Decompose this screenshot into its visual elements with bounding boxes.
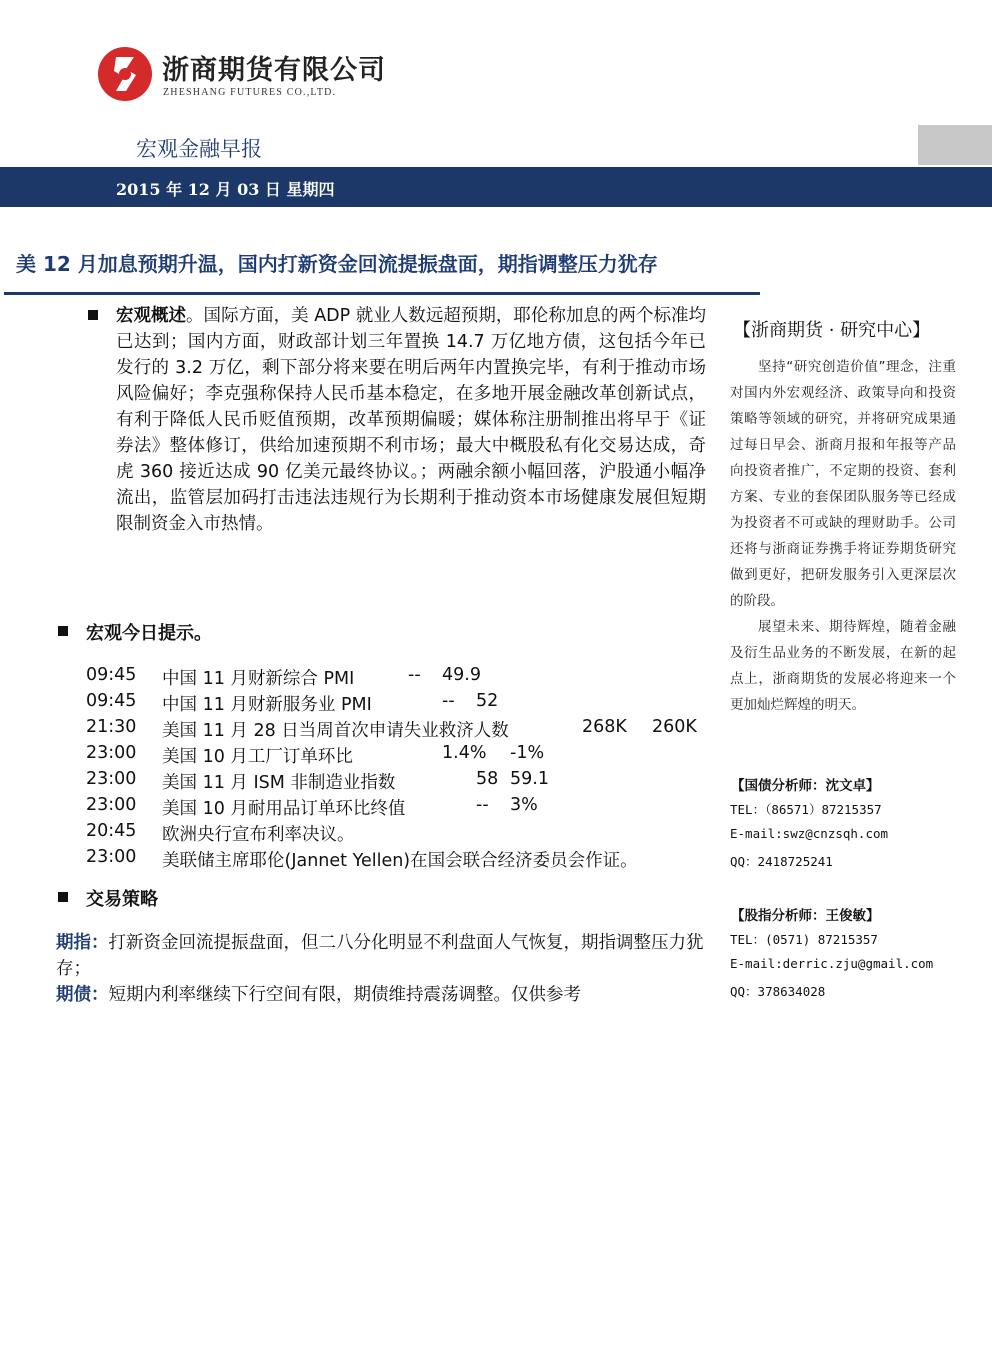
strategy-item bbox=[56, 930, 706, 982]
calendar-time: 09:45 bbox=[86, 665, 137, 685]
calendar-time: 23:00 bbox=[86, 795, 137, 815]
calendar-prev: 58 bbox=[476, 769, 499, 789]
calendar-forecast: -1% bbox=[510, 743, 545, 763]
analyst-email: E-mail:derric.zju@gmail.com bbox=[730, 956, 934, 971]
report-date: 2015 年 12 月 03 日 星期四 bbox=[116, 180, 335, 199]
headline: 美 12 月加息预期升温，国内打新资金回流提振盘面，期指调整压力犹存 bbox=[16, 252, 658, 276]
overview-text: 。国际方面，美 ADP 就业人数远超预期，耶伦称加息的两个标准均已达到；国内方面，财政部计划三年置换 14.7 万亿地方债，这包括今年已发行的 3.2 万亿，剩下部分将来要在明后两年内置换完毕，有利于推动市场风险偏好；李克强称保持人民币基本稳定，在多地开展金融改革创新试点，有利于降低人民币贬值预期，改革预期偏暖；媒体称注册制推出将早于《证券法》整体修订，供给加速预期不利市场；最大中概股私有化交易达成，奇虎 360 接近达成 90 亿美元最终协议。；两融余额小幅回落，沪股通小幅净流出，监管层加码打击违法违规行为长期利于推动资本市场健康发展但短期限制资金入市热情。 bbox=[116, 306, 706, 534]
calendar-event: 美国 11 月 28 日当周首次申请失业救济人数 bbox=[162, 721, 509, 741]
bullet-square bbox=[58, 892, 68, 902]
strategy-heading: 交易策略 bbox=[86, 889, 158, 910]
calendar-event: 美联储主席耶伦(Jannet Yellen)在国会联合经济委员会作证。 bbox=[162, 851, 638, 871]
company-name-en: ZHESHANG FUTURES CO.,LTD. bbox=[163, 87, 337, 98]
company-name-cn: 浙商期货有限公司 bbox=[162, 55, 386, 86]
headline-rule bbox=[4, 292, 760, 295]
calendar-event: 中国 11 月财新综合 PMI bbox=[162, 669, 355, 689]
calendar-forecast: 52 bbox=[476, 691, 499, 711]
calendar-forecast: 260K bbox=[652, 717, 697, 737]
bullet-square bbox=[58, 626, 68, 636]
calendar-time: 23:00 bbox=[86, 847, 137, 867]
calendar-forecast: 3% bbox=[510, 795, 538, 815]
strategy-label: 期指： bbox=[56, 933, 109, 953]
calendar-time: 20:45 bbox=[86, 821, 137, 841]
calendar-event: 欧洲央行宣布利率决议。 bbox=[162, 825, 355, 845]
company-logo bbox=[96, 45, 154, 103]
calendar-time: 23:00 bbox=[86, 769, 137, 789]
report-title: 宏观金融早报 bbox=[136, 137, 262, 161]
research-intro: 坚持“研究创造价值”理念，注重对国内外宏观经济、政策导向和投资策略等领域的研究，并将研究成果通过每日早会、浙商月报和年报等产品向投资者推广，不定期的投资、套利方案、专业的套保团队服务等已经成为投资者不可或缺的理财助手。公司还将与浙商证券携手将证券期货研究做到更好，把研发服务引入更深层次的阶段。 bbox=[730, 359, 956, 609]
calendar-forecast: 59.1 bbox=[510, 769, 549, 789]
calendar-time: 21:30 bbox=[86, 717, 137, 737]
analyst-title: 【股指分析师：王俊敏】 bbox=[731, 908, 880, 924]
analyst-qq: QQ：378634028 bbox=[730, 984, 826, 999]
bullet-square bbox=[88, 310, 98, 320]
header-grey-block bbox=[918, 125, 992, 165]
research-center-title: 【浙商期货 · 研究中心】 bbox=[733, 320, 931, 341]
research-outlook: 展望未来、期待辉煌，随着金融及衍生品业务的不断发展，在新的起点上，浙商期货的发展必将迎来一个更加灿烂辉煌的明天。 bbox=[730, 619, 956, 713]
calendar-prev: -- bbox=[476, 795, 489, 815]
calendar-event: 美国 10 月工厂订单环比 bbox=[162, 747, 353, 767]
overview-label: 宏观概述 bbox=[116, 306, 187, 326]
calendar-time: 09:45 bbox=[86, 691, 137, 711]
strategy-item bbox=[56, 982, 706, 1008]
strategy-text: 短期内利率继续下行空间有限，期债维持震荡调整。仅供参考 bbox=[108, 985, 581, 1005]
strategy-label: 期债： bbox=[56, 985, 109, 1005]
calendar-event: 中国 11 月财新服务业 PMI bbox=[162, 695, 372, 715]
analyst-qq: QQ：2418725241 bbox=[730, 854, 833, 869]
calendar-prev: -- bbox=[408, 665, 421, 685]
analyst-email: E-mail:swz@cnzsqh.com bbox=[730, 826, 889, 841]
calendar-heading: 宏观今日提示。 bbox=[86, 623, 212, 644]
calendar-event: 美国 11 月 ISM 非制造业指数 bbox=[162, 773, 396, 793]
analyst-title: 【国债分析师：沈文卓】 bbox=[731, 778, 880, 794]
calendar-time: 23:00 bbox=[86, 743, 137, 763]
strategy-text: 打新资金回流提振盘面，但二八分化明显不利盘面人气恢复，期指调整压力犹存； bbox=[56, 933, 704, 979]
analyst-phone: TEL：(0571) 87215357 bbox=[730, 932, 878, 947]
calendar-prev: 1.4% bbox=[442, 743, 487, 763]
calendar-prev: 268K bbox=[582, 717, 627, 737]
macro-overview bbox=[116, 303, 706, 537]
calendar-forecast: 49.9 bbox=[442, 665, 481, 685]
analyst-phone: TEL：（86571）87215357 bbox=[730, 802, 882, 817]
calendar-prev: -- bbox=[442, 691, 455, 711]
calendar-event: 美国 10 月耐用品订单环比终值 bbox=[162, 799, 406, 819]
